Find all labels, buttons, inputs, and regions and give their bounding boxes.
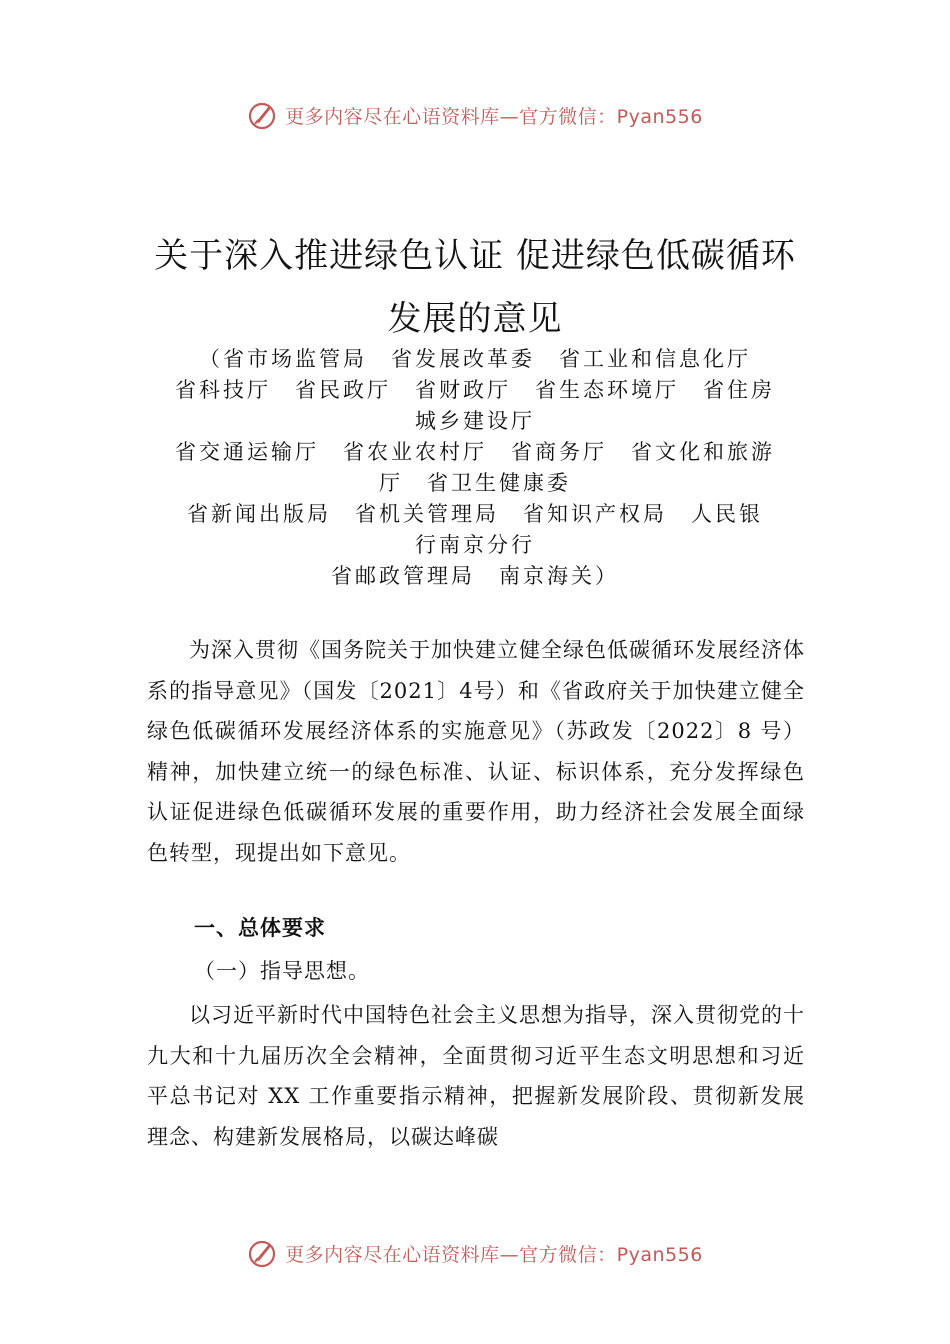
issuer-line: 省交通运输厅 省农业农村厅 省商务厅 省文化和旅游 [175,440,775,464]
watermark-header [0,95,950,135]
subsection-heading: （一）指导思想。 [194,959,370,983]
section-heading: 一、总体要求 [194,916,326,940]
issuer-line: 省科技厅 省民政厅 省财政厅 省生态环境厅 省住房 [175,378,775,402]
issuer-line: 城乡建设厅 [415,409,535,433]
watermark-text: 更多内容尽在心语资料库—官方微信：Pyan556 [285,105,703,128]
issuer-line: 省新闻出版局 省机关管理局 省知识产权局 人民银 [187,502,763,526]
intro-section [147,630,805,873]
watermark-text: 更多内容尽在心语资料库—官方微信：Pyan556 [285,1243,703,1266]
issuer-line: 厅 省卫生健康委 [379,471,571,495]
issuing-departments [140,344,810,592]
intro-paragraph: 为深入贯彻《国务院关于加快建立健全绿色低碳循环发展经济体系的指导意见》（国发〔2021〕4号）和《省政府关于加快建立健全绿色低碳循环发展经济体系的实施意见》（苏政发〔2022〕8 号）精神，加快建立统一的绿色标准、认证、标识体系，充分发挥绿色认证促进绿色低碳循环发展的重要作用，助力经济社会发展全面绿色转型，现提出如下意见。 [147,638,805,865]
quill-logo-icon [247,1238,277,1268]
issuer-line: （省市场监管局 省发展改革委 省工业和信息化厅 [199,347,751,371]
issuer-line: 行南京分行 [415,533,535,557]
guiding-paragraph: 以习近平新时代中国特色社会主义思想为指导，深入贯彻党的十九大和十九届历次全会精神，全面贯彻习近平生态文明思想和习近平总书记对 XX 工作重要指示精神，把握新发展阶段、贯彻新发展理念、构建新发展格局，以碳达峰碳 [147,1003,805,1149]
watermark-footer [0,1233,950,1273]
document-title-line-2: 发展的意见 [387,299,563,339]
document-title-line-1: 关于深入推进绿色认证 促进绿色低碳循环 [154,236,796,276]
issuer-line: 省邮政管理局 南京海关） [331,564,619,588]
quill-logo-icon [247,100,277,130]
guiding-section [147,995,805,1157]
